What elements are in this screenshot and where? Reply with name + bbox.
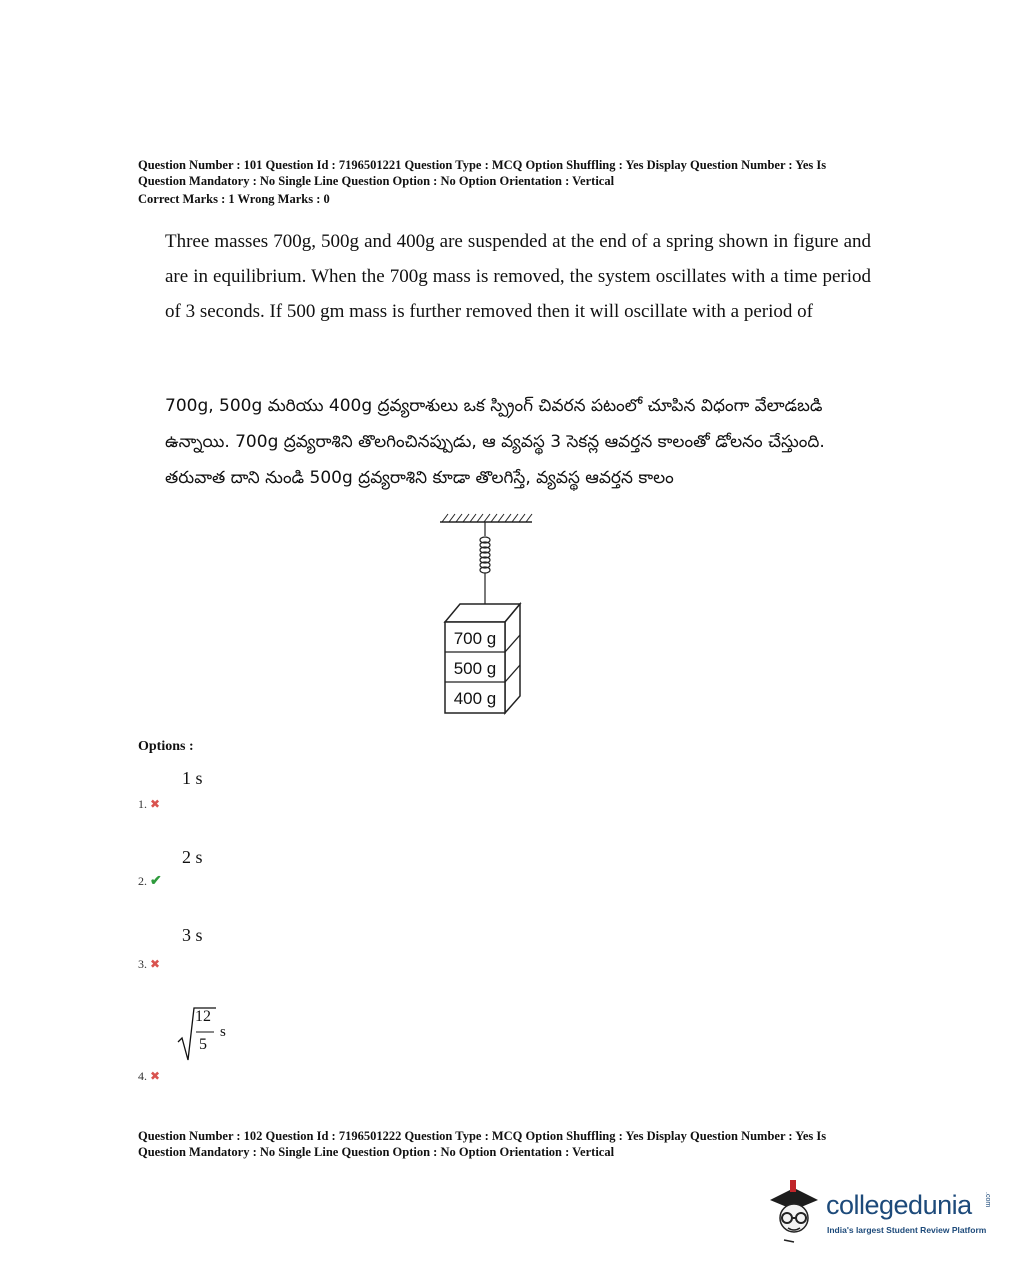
option-4-number: 4. ✖ (138, 1069, 161, 1083)
mass-500-label: 500 g (453, 659, 497, 678)
question-meta (138, 157, 918, 207)
collegedunia-logo (764, 1178, 996, 1248)
option-1-text: 1 s (182, 768, 203, 788)
marks-line: Correct Marks : 1 Wrong Marks : 0 (138, 192, 330, 206)
logo-tagline: India's largest Student Review Platform (827, 1225, 987, 1235)
next-question-meta (138, 1128, 918, 1160)
option-2-text: 2 s (182, 847, 203, 867)
mass-400-label: 400 g (453, 689, 497, 708)
mass-700-label: 700 g (453, 629, 497, 648)
meta-line-2: Question Mandatory : No Single Line Question Option : No Option Orientation : Vertical (138, 1145, 615, 1159)
options-label: Options : (138, 739, 194, 754)
option-2-number: 2. ✔ (138, 874, 162, 889)
cross-icon: ✖ (150, 797, 161, 811)
option-4-unit: s (220, 1024, 226, 1040)
logo-name: collegedunia (826, 1190, 972, 1220)
sqrt-numerator: 12 (195, 1008, 211, 1025)
option-3-text: 3 s (182, 925, 203, 945)
cross-icon: ✖ (150, 957, 161, 971)
cross-icon: ✖ (150, 1069, 161, 1083)
question-text-english: Three masses 700g, 500g and 400g are suspended at the end of a spring shown in figure and are in equilibrium. When the 700g mass is removed, the system oscillates with a time period of 3 seconds. If 500 gm mass is further removed then it will oscillate with a period of (165, 231, 871, 322)
spring-coil (480, 537, 490, 573)
mascot-icon (764, 1178, 822, 1244)
logo-suffix: .com (984, 1192, 991, 1208)
meta-line-2: Question Mandatory : No Single Line Question Option : No Option Orientation : Vertical (138, 174, 615, 188)
meta-line-1: Question Number : 101 Question Id : 7196501221 Question Type : MCQ Option Shuffling : Yes Display Question Number : Yes Is (138, 158, 827, 172)
question-text-telugu: 700g, 500g మరియు 400g ద్రవ్యరాశులు ఒక స్ప్రింగ్ చివరన పటంలో చూపిన విధంగా వేలాడబడి ఉన్నాయి. 700g ద్రవ్యరాశిని తొలగించినప్పుడు, ఆ వ్యవస్థ 3 సెకన్ల ఆవర్తన కాలంతో డోలనం చేస్తుంది. తరువాత దాని నుండి 500g ద్రవ్యరాశిని కూడా తొలగిస్తే, వ్యవస్థ ఆవర్తన కాలం (165, 396, 825, 488)
spring-mass-figure (430, 508, 540, 718)
sqrt-denominator: 5 (199, 1036, 207, 1053)
option-1-number: 1. ✖ (138, 797, 161, 811)
meta-line-1: Question Number : 102 Question Id : 7196501222 Question Type : MCQ Option Shuffling : Yes Display Question Number : Yes Is (138, 1129, 827, 1143)
option-4-text (176, 1004, 236, 1064)
ceiling-hatch (442, 514, 532, 522)
check-icon: ✔ (150, 874, 162, 889)
option-3-number: 3. ✖ (138, 957, 161, 971)
